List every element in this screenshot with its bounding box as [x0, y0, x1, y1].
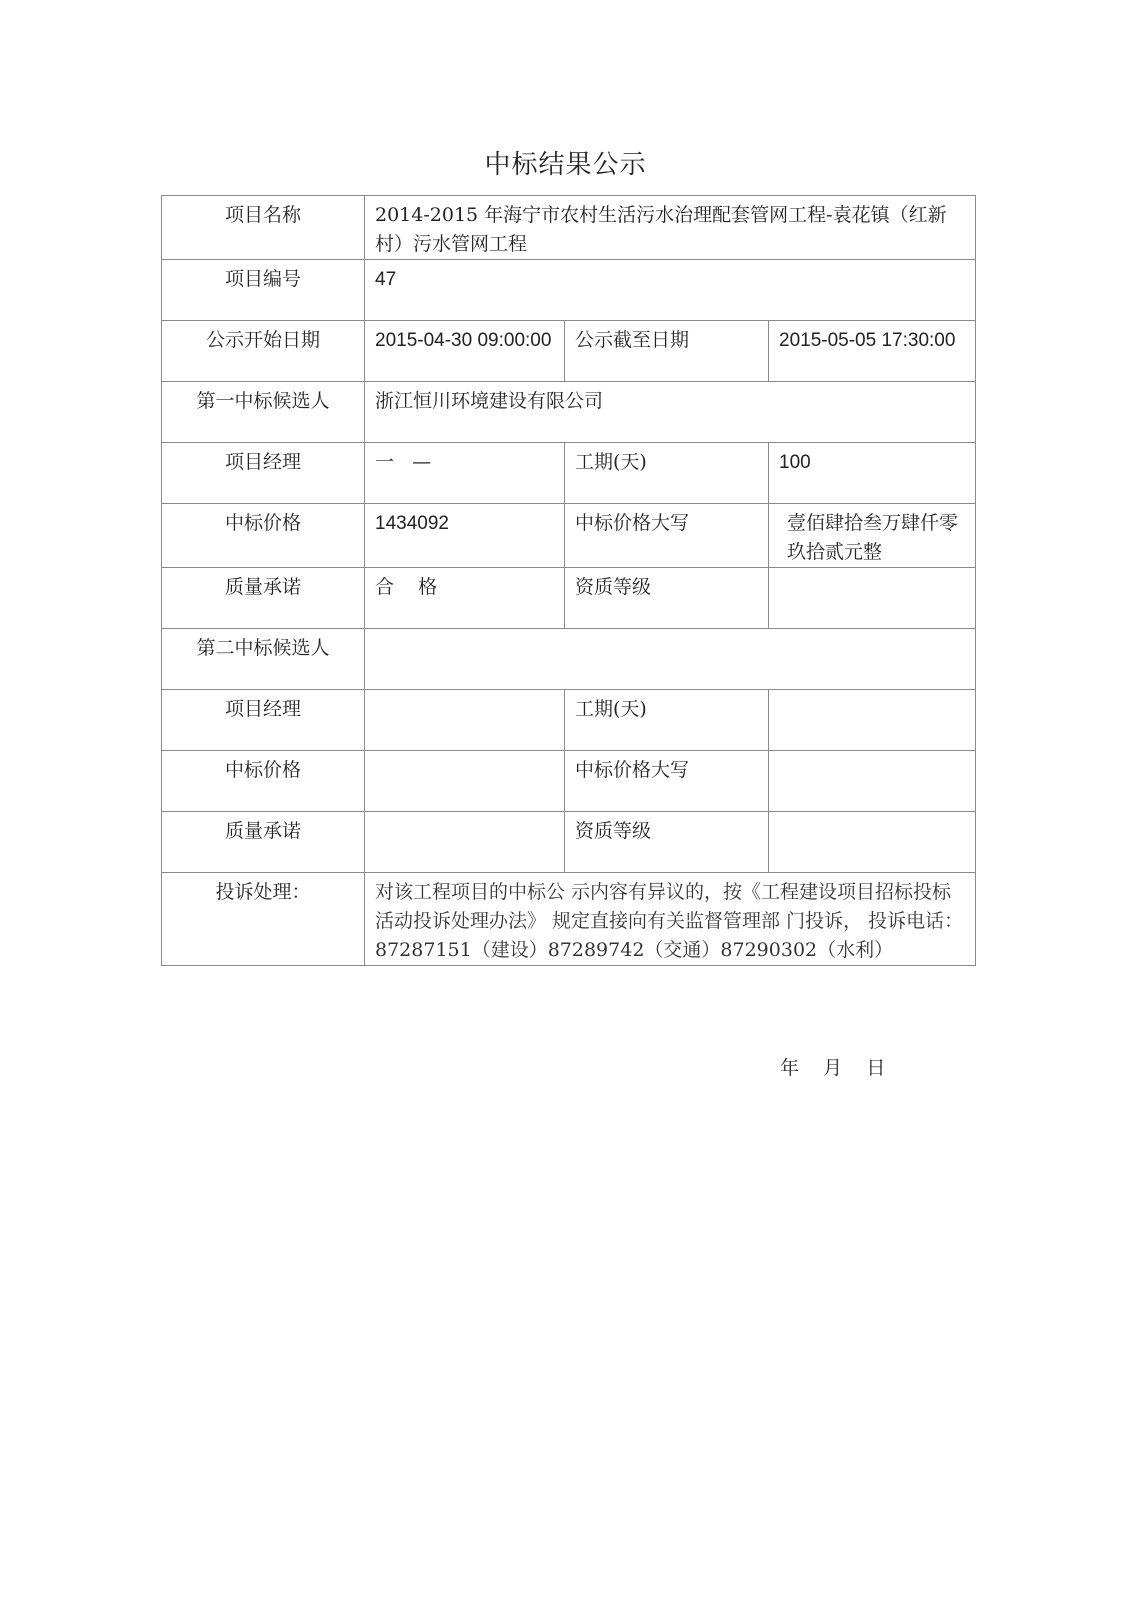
value-publicity-start: 2015-04-30 09:00:00	[365, 321, 565, 382]
row-first-quality	[162, 568, 976, 629]
row-project-number	[162, 260, 976, 321]
label-second-quality: 质量承诺	[162, 812, 365, 873]
value-first-manager: 一 —	[365, 443, 565, 504]
label-second-period: 工期(天)	[565, 690, 769, 751]
row-second-price	[162, 751, 976, 812]
label-project-name: 项目名称	[162, 196, 365, 260]
result-table	[161, 195, 976, 966]
label-first-quality: 质量承诺	[162, 568, 365, 629]
value-first-price: 1434092	[365, 504, 565, 568]
footer-date: 年 月 日	[780, 1057, 886, 1079]
value-second-price	[365, 751, 565, 812]
value-first-quality: 合 格	[365, 568, 565, 629]
value-project-name: 2014-2015 年海宁市农村生活污水治理配套管网工程-袁花镇（红新村）污水管网工程	[365, 196, 976, 260]
value-first-price-upper: 壹佰肆拾叁万肆仟零玖拾贰元整	[769, 504, 976, 568]
value-second-grade	[769, 812, 976, 873]
value-second-quality	[365, 812, 565, 873]
page-title: 中标结果公示	[484, 150, 647, 180]
label-first-period: 工期(天)	[565, 443, 769, 504]
label-second-price-upper: 中标价格大写	[565, 751, 769, 812]
row-project-name	[162, 196, 976, 260]
row-first-manager	[162, 443, 976, 504]
label-first-candidate: 第一中标候选人	[162, 382, 365, 443]
value-first-period: 100	[769, 443, 976, 504]
value-second-period	[769, 690, 976, 751]
label-publicity-start: 公示开始日期	[162, 321, 365, 382]
value-first-grade	[769, 568, 976, 629]
value-complaint: 对该工程项目的中标公 示内容有异议的，按《工程建设项目招标投标活动投诉处理办法》 规定直接向有关监督管理部 门投诉， 投诉电话：87287151（建设）87289742（交通）87290302（水利）	[365, 873, 976, 966]
value-publicity-end: 2015-05-05 17:30:00	[769, 321, 976, 382]
value-first-candidate: 浙江恒川环境建设有限公司	[365, 382, 976, 443]
label-second-price: 中标价格	[162, 751, 365, 812]
label-first-price: 中标价格	[162, 504, 365, 568]
row-second-candidate	[162, 629, 976, 690]
value-second-price-upper	[769, 751, 976, 812]
row-publicity-dates	[162, 321, 976, 382]
value-second-manager	[365, 690, 565, 751]
row-first-candidate	[162, 382, 976, 443]
value-second-candidate	[365, 629, 976, 690]
row-first-price	[162, 504, 976, 568]
label-publicity-end: 公示截至日期	[565, 321, 769, 382]
label-first-manager: 项目经理	[162, 443, 365, 504]
row-complaint	[162, 873, 976, 966]
label-second-candidate: 第二中标候选人	[162, 629, 365, 690]
label-complaint: 投诉处理：	[162, 873, 365, 966]
row-second-manager	[162, 690, 976, 751]
label-first-grade: 资质等级	[565, 568, 769, 629]
label-second-manager: 项目经理	[162, 690, 365, 751]
value-project-number: 47	[365, 260, 976, 321]
label-first-price-upper: 中标价格大写	[565, 504, 769, 568]
label-project-number: 项目编号	[162, 260, 365, 321]
row-second-quality	[162, 812, 976, 873]
label-second-grade: 资质等级	[565, 812, 769, 873]
